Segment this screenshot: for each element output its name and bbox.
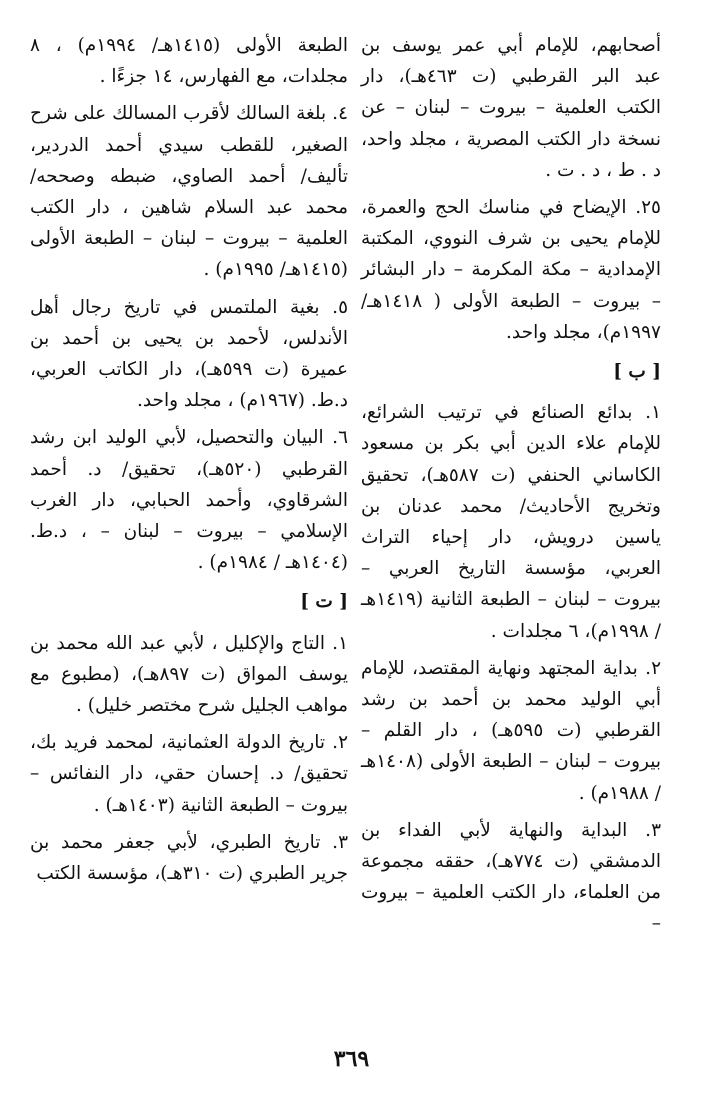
entry-ta-1: ١. التاج والإكليل ، لأبي عبد الله محمد بن يوسف المواق (ت ٨٩٧هـ)، (مطبوع مع مواهب الجليل شرح مختصر خليل) . xyxy=(30,632,348,717)
entry-25: ٢٥. الإيضاح في مناسك الحج والعمرة، للإمام يحيى بن شرف النووي، المكتبة الإمدادية – مكة المكرمة – دار البشائر – بيروت – الطبعة الأولى ( ١٤١٨هـ/ ١٩٩٧م)، مجلد واحد. xyxy=(361,197,661,343)
entry-ta-3: ٣. تاريخ الطبري، لأبي جعفر محمد بن جرير الطبري (ت ٣١٠هـ)، مؤسسة الكتب xyxy=(30,831,348,885)
entry-continuation-left: الطبعة الأولى (١٤١٥هـ/ ١٩٩٤م) ، ٨ مجلدات، مع الفهارس، ١٤ جزءًا . xyxy=(30,35,349,88)
left-column xyxy=(30,30,348,895)
section-heading-ba: [ ب ] xyxy=(613,361,661,383)
page-number: ٣٦٩ xyxy=(333,1046,370,1072)
entry-ba-5: ٥. بغية الملتمس في تاريخ رجال أهل الأندلس، لأحمد بن يحيى بن أحمد بن عميرة (ت ٥٩٩هـ)، دار الكاتب العربي، د.ط. (١٩٦٧م) ، مجلد واحد. xyxy=(30,296,348,412)
entry-ba-2: ٢. بداية المجتهد ونهاية المقتصد، للإمام أبي الوليد محمد بن أحمد بن رشد القرطبي (ت ٥٩٥هـ) ، دار القلم – بيروت – لبنان – الطبعة الأولى (١٤٠٨هـ / ١٩٨٨م) . xyxy=(361,657,661,804)
entry-continuation: أصحابهم، للإمام أبي عمر يوسف بن عبد البر القرطبي (ت ٤٦٣هـ)، دار الكتب العلمية – بيروت – لبنان – عن نسخة دار الكتب المصرية ، مجلد واحد، د . ط ، د . ت . xyxy=(361,35,661,181)
right-column xyxy=(361,30,661,946)
entry-ba-3: ٣. البداية والنهاية لأبي الفداء بن الدمشقي (ت ٧٧٤هـ)، حققه مجموعة من العلماء، دار الكتب العلمية – بيروت – xyxy=(361,819,661,935)
section-heading-ta: [ ت ] xyxy=(300,591,348,613)
entry-ba-1: ١. بدائع الصنائع في ترتيب الشرائع، للإمام علاء الدين أبي بكر بن مسعود الكاساني الحنفي (ت ٥٨٧هـ)، تحقيق وتخريج الأحاديث/ محمد عدنان بن ياسين درويش، دار إحياء التراث العربي، مؤسسة التاريخ العربي – بيروت – لبنان – الطبعة الثانية (١٤١٩هـ / ١٩٩٨م)، ٦ مجلدات . xyxy=(361,402,661,642)
entry-ba-4: ٤. بلغة السالك لأقرب المسالك على شرح الصغير، للقطب سيدي أحمد الدردير، تأليف/ أحمد الصاوي، ضبطه وصححه/ محمد عبد السلام شاهين ، دار الكتب العلمية – بيروت – لبنان – الطبعة الأولى (١٤١٥هـ/ ١٩٩٥م) . xyxy=(30,103,348,281)
entry-ba-6: ٦. البيان والتحصيل، لأبي الوليد ابن رشد القرطبي (٥٢٠هـ)، تحقيق/ د. أحمد الشرقاوي، وأحمد الحبابي، دار الغرب الإسلامي – بيروت – لبنان – ، د.ط. (١٤٠٤هـ / ١٩٨٤م) . xyxy=(30,427,348,574)
entry-ta-2: ٢. تاريخ الدولة العثمانية، لمحمد فريد بك، تحقيق/ د. إحسان حقي، دار النفائس – بيروت – الطبعة الثانية (١٤٠٣هـ) . xyxy=(30,732,348,816)
